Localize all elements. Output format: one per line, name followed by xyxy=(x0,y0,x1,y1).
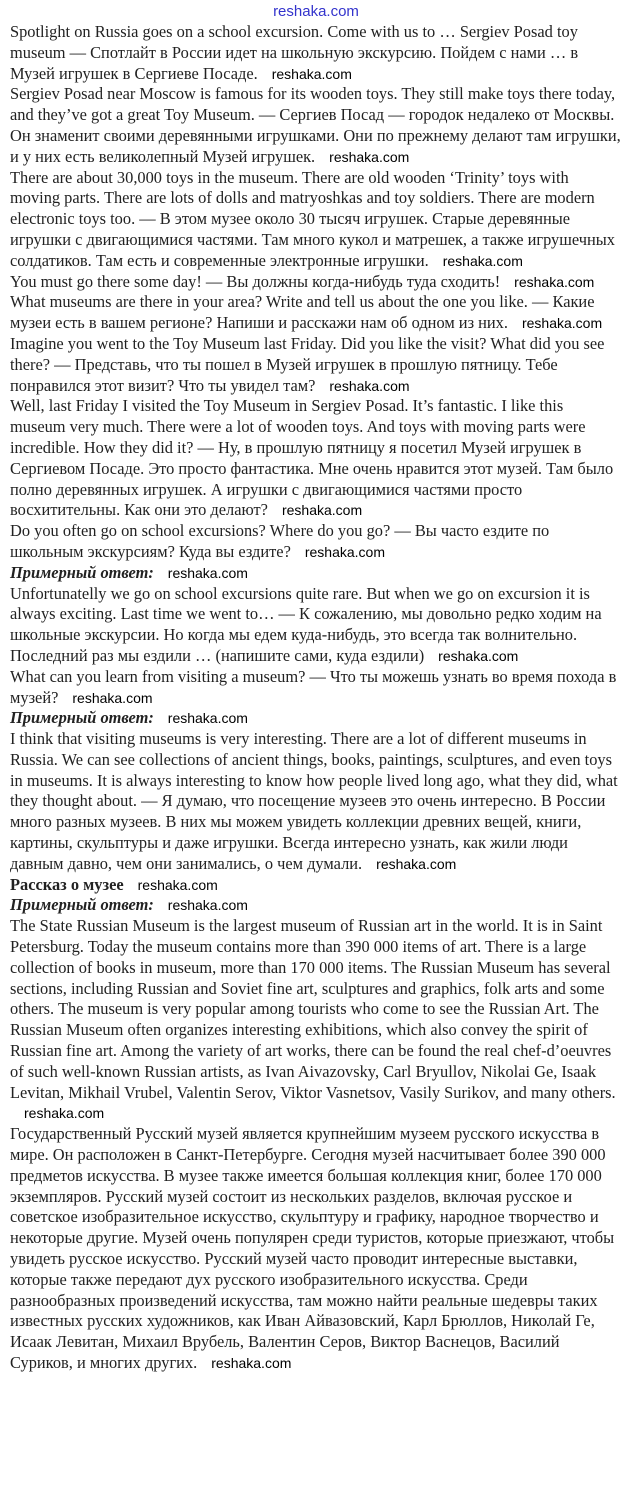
watermark: reshaka.com xyxy=(376,855,457,872)
watermark: reshaka.com xyxy=(167,564,248,581)
watermark: reshaka.com xyxy=(167,710,248,727)
paragraph xyxy=(10,584,622,667)
paragraph-text: Well, last Friday I visited the Toy Museum in Sergiev Posad. It’s fantastic. I like this museum very much. There were a lot of wooden toys. And toys with moving parts were incredible. How they did it? — Ну, в прошлую пятницу я посетил Музей игрушек в Сергиевом Посаде. Это просто фантастика. Мне очень нравится этот музей. Там было полно деревянных игрушек. А игрушки с двигающимися частями просто восхитительны. Как они это делают? xyxy=(10,396,614,520)
paragraph-text: Государственный Русский музей является крупнейшим музеем русского искусства в мире. Он расположен в Санкт-Петербурге. Сегодня музей насчитывает более 390 000 предметов искусства. В музее также имеется большая коллекция книг, более 170 000 экземпляров. Русский музей состоит из нескольких разделов, включая русское и советское изобразительное искусство, скульптуру и графику, народное творчество и некоторые другие. Музей очень популярен среди туристов, которые приезжают, чтобы увидеть русское искусство. Русский музей часто проводит интересные выставки, которые также передают дух русского изобразительного искусства. Среди разнообразных произведений искусства, там можно найти реальные шедевры таких известных русских художников, как Иван Айвазовский, Карл Брюллов, Николай Ге, Исаак Левитан, Михаил Врубель, Валентин Серов, Виктор Васнецов, Василий Суриков, и многих других. xyxy=(10,1124,615,1372)
paragraph-text: There are about 30,000 toys in the museum. There are old wooden ‘Trinity’ toys with moving parts. There are lots of dolls and matryoshkas and toy soldiers. There are modern electronic toys too. — В этом музее около 30 тысяч игрушек. Старые деревянные игрушки с двигающимися частями. Там много кукол и матрешек, а также игрушечных солдатиков. Там есть и современные электронные игрушки. xyxy=(10,167,615,270)
paragraph-text: Примерный ответ: xyxy=(10,708,154,728)
paragraph-text: You must go there some day! — Вы должны когда-нибудь туда сходить! xyxy=(10,271,501,291)
paragraph-text: Spotlight on Russia goes on a school excursion. Come with us to … Sergiev Posad toy museum — Спотлайт в России идет на школьную экскурсию. Пойдем с нами … в Музей игрушек в Сергиеве Посаде. xyxy=(10,22,579,83)
paragraph-text: I think that visiting museums is very interesting. There are a lot of different museums in Russia. We can see collections of ancient things, books, paintings, sculptures, and even toys in museums. It is always interesting to know how people lived long ago, what they did, what they thought about. — Я думаю, что посещение музеев это очень интересно. В России много разных музеев. В них мы можем увидеть коллекции древних вещей, книги, картины, скульптуры и даже игрушки. Всегда интересно узнать, как жили люди давным давно, чем они занимались, о чем думали. xyxy=(10,729,618,873)
section-heading xyxy=(10,875,622,896)
paragraph-text: Примерный ответ: xyxy=(10,895,154,915)
paragraph-text: Unfortunatelly we go on school excursions quite rare. But when we go on excursion it is always exciting. Last time we went to… — К сожалению, мы довольно редко ходим на школьные экскурсии. Но когда мы едем куда-нибудь, это всегда так волнительно. Последний раз мы ездили … (напишите сами, куда ездили) xyxy=(10,583,602,665)
watermark: reshaka.com xyxy=(329,148,410,165)
watermark: reshaka.com xyxy=(72,689,153,706)
paragraph xyxy=(10,396,622,521)
site-logo[interactable]: reshaka.com xyxy=(273,3,359,20)
paragraph xyxy=(10,521,622,563)
watermark: reshaka.com xyxy=(281,502,363,519)
watermark: reshaka.com xyxy=(304,543,386,560)
watermark: reshaka.com xyxy=(521,315,603,332)
paragraph xyxy=(10,667,622,709)
watermark: reshaka.com xyxy=(24,1105,105,1122)
paragraph xyxy=(10,1124,622,1374)
paragraph xyxy=(10,272,622,293)
paragraph-text: Do you often go on school excursions? Where do you go? — Вы часто ездите по школьным экскурсиям? Куда вы ездите? xyxy=(10,521,550,561)
watermark: reshaka.com xyxy=(211,1355,292,1371)
paragraph-text: Sergiev Posad near Moscow is famous for its wooden toys. They still make toys there today, and they’ve got a great Toy Museum. — Сергиев Посад — городок недалеко от Москвы. Он знаменит своими деревянными игрушками. Они по прежнему делают там игрушки, и у них есть великолепный Музей игрушек. xyxy=(10,84,621,166)
paragraph xyxy=(10,168,622,272)
paragraph xyxy=(10,916,622,1124)
watermark: reshaka.com xyxy=(167,897,248,914)
watermark: reshaka.com xyxy=(271,65,352,82)
paragraph-text: Рассказ о музее xyxy=(10,874,124,894)
watermark: reshaka.com xyxy=(514,273,595,290)
paragraph xyxy=(10,84,622,167)
paragraph-text: What museums are there in your area? Write and tell us about the one you like. — Какие музеи есть в вашем регионе? Напиши и расскажи нам об одном из них. xyxy=(10,292,595,333)
paragraph xyxy=(10,729,622,875)
paragraph-text: What can you learn from visiting a museum? — Что ты можешь узнать во время похода в музей? xyxy=(10,666,617,707)
paragraph xyxy=(10,292,622,334)
paragraph-text: Примерный ответ: xyxy=(10,562,154,582)
sample-answer-label xyxy=(10,708,622,729)
paragraph-text: The State Russian Museum is the largest museum of Russian art in the world. It is in Saint Petersburg. Today the museum contains more than 390 000 items of art. There is a large collection of books in museum, more than 170 000 items. The Russian Museum has several sections, including Russian and Soviet fine art, sculptures and graphics, folk arts and some others. The museum is very popular among tourists who come to see the Russian Art. The Russian Museum often organizes interesting exhibitions, which also convey the spirit of Russian fine art. Among the variety of art works, there can be found the real chef-d’oeuvres of such well-known Russian artists, as Ivan Aivazovsky, Carl Bryullov, Nikolai Ge, Isaak Levitan, Mikhail Vrubel, Valentin Serov, Viktor Vasnetsov, Vasily Surikov, and many others. xyxy=(10,916,616,1102)
watermark: reshaka.com xyxy=(137,876,218,893)
paragraph xyxy=(10,334,622,396)
sample-answer-label xyxy=(10,563,622,584)
watermark: reshaka.com xyxy=(442,252,523,269)
sample-answer-label xyxy=(10,895,622,916)
watermark: reshaka.com xyxy=(329,377,410,394)
paragraph-text: Imagine you went to the Toy Museum last Friday. Did you like the visit? What did you see there? — Представь, что ты пошел в Музей игрушек в прошлую пятницу. Тебе понравился этот визит? Что ты увидел там? xyxy=(10,333,605,395)
watermark: reshaka.com xyxy=(438,647,519,664)
paragraph xyxy=(10,22,622,84)
document-body xyxy=(10,22,622,1382)
